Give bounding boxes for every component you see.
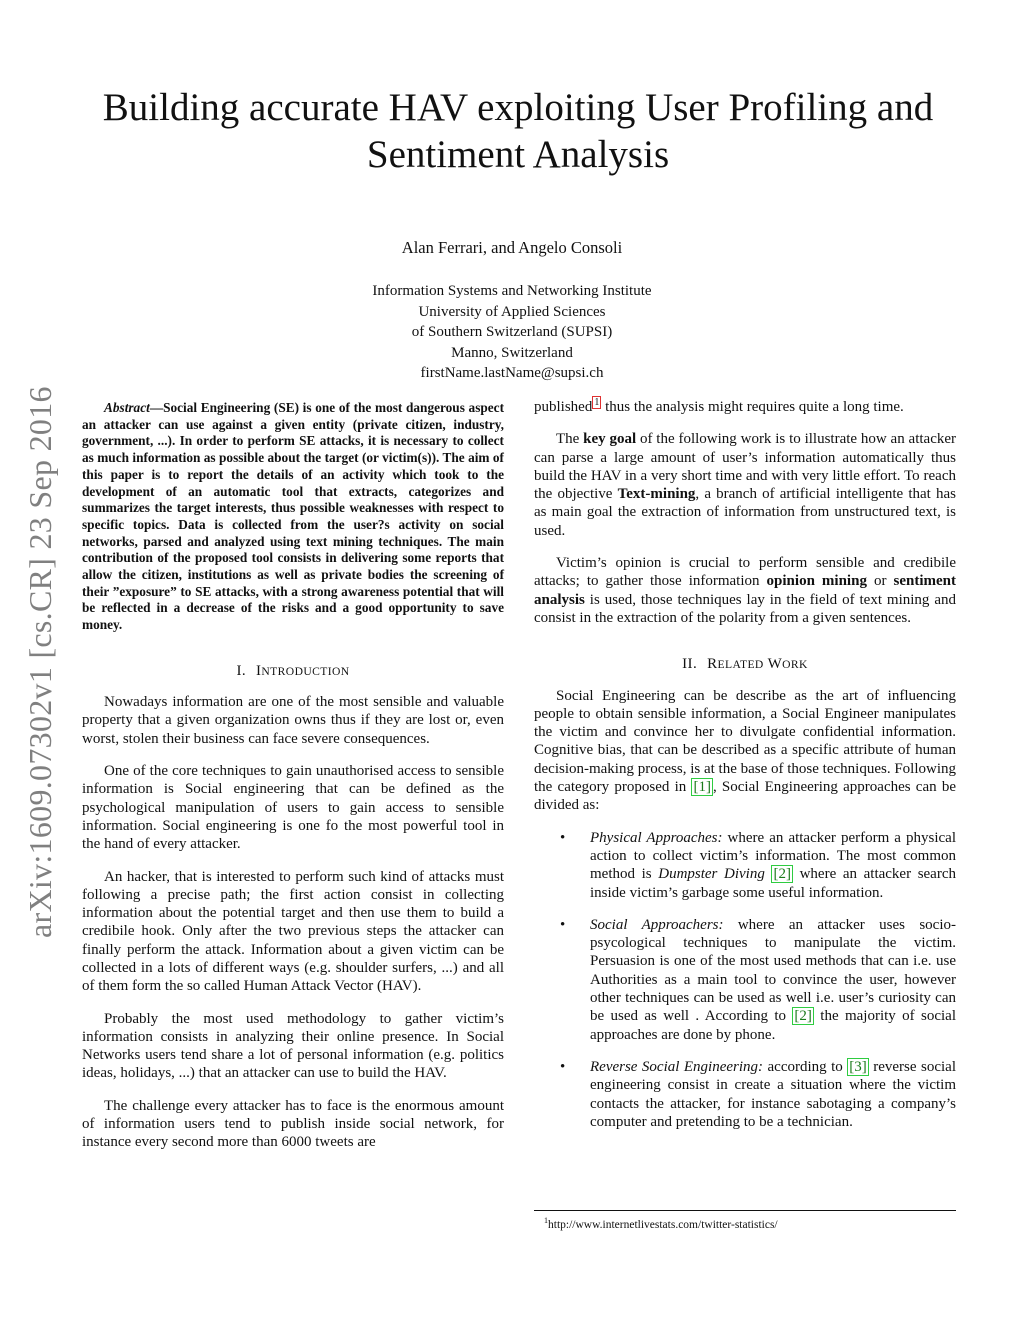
text-run: The <box>556 431 584 448</box>
abstract-text: Social Engineering (SE) is one of the most dangerous aspect an attacker can use against a given entity (private citizen, industry, government, ...). In order to perform SE attacks, it is necessary to collect as much information as possible about the target (or victim(s)). The aim of this paper is to report the details of an activity which took to the development of an automatic tool that extracts, categorizes and summarizes the target interests, thus possible weaknesses with respect to specific topics. Data is collected from the user?s activity on social networks, parsed and analyzed using text mining techniques. The main contribution of the proposed tool consists in delivering some reports that allow the citizen, institutions as well as private bodies the screening of their ”exposure” to SE attacks, with a strong awareness potential that will be reflected in a decrease of the risks and a good opportunity to save money. <box>82 400 504 633</box>
footnote-divider <box>534 1210 956 1211</box>
text-mining-term: Text-mining <box>617 486 696 503</box>
text-run: is used, those techniques lay in the field of text mining and consist in the extraction of the polarity from a given sentences. <box>534 591 956 626</box>
affiliation-block <box>0 281 1024 384</box>
intro-paragraph-4: Probably the most used methodology to gather victim’s information consists in analyzing their online presence. In Social Networks users tend share a lot of personal information (e.g. politics ideas, holidays, ...) that an attacker can use to build the HAV. <box>82 1010 504 1082</box>
abstract <box>82 400 504 634</box>
text-run: according to <box>763 1058 848 1075</box>
intro-continuation <box>534 398 956 416</box>
section-number: II. <box>682 656 698 673</box>
footnote <box>544 1214 956 1232</box>
text-run: where an attacker uses socio-psycological techniques to manipulate the victim. Persuasion is one of the most used methods that can i.e. use Authorities as a main tool to convince the user, however other techniques can be used as well i.e. user’s curiosity can be used as well . According to <box>590 916 956 1025</box>
text-run: of the following work is to illustrate how an attacker can parse a large amount of user’s information automatically thus build the HAV in a very short time and with very little effort. To reach the objective <box>534 431 956 503</box>
list-item <box>560 916 957 1044</box>
affiliation-institute: Information Systems and Networking Institute <box>372 283 652 299</box>
text-run: , a branch of artificial intelligente that has as main goal the extraction of information from unstructured text, is used. <box>534 486 956 539</box>
approach-label: Reverse Social Engineering: <box>590 1058 764 1075</box>
text-run: or <box>866 573 894 590</box>
section-title-rest: ORK <box>782 658 808 672</box>
text-run: Victim’s opinion is crucial to perform sensible and credibile attacks; to gather those information <box>534 555 956 590</box>
bullet-icon: • <box>560 829 566 846</box>
text-run: where an attacker search inside victim’s garbage some useful information. <box>590 866 956 901</box>
opinion-paragraph <box>534 554 956 627</box>
affiliation-region: of Southern Switzerland (SUPSI) <box>411 324 613 341</box>
section-number: I. <box>236 662 246 679</box>
related-work-paragraph <box>534 687 956 815</box>
dumpster-diving-term: Dumpster Diving <box>658 866 765 883</box>
text-run: Social Engineering can be describe as the art of influencing people to obtain sensible information, a Social Engineer manipulates the victim and convince her to divulgate confidential information. Cognitive bias, that can be described as a specific attribute of human decision-making process, is at the base of those techniques. Following the category proposed in <box>534 687 956 796</box>
intro-paragraph-1: Nowadays information are one of the most sensible and valuable property that a given organization owns thus if they are lost or, even worst, stolen their business can face severe consequences. <box>82 694 504 747</box>
intro-paragraph-3: An hacker, that is interested to perform such kind of attacks must following a precise path; the first action consist in collecting information about the potential target and then use them to build a credibile hook. Only after the two previous steps the attacker can finally perform the attack. Information about a given victim can be collected in a lots of different ways (e.g. shoulder surfers, ...) and all of them form the so called Human Attack Vector (HAV). <box>82 868 504 995</box>
citation-link[interactable]: [2] <box>794 1008 812 1025</box>
footnote-url[interactable]: http://www.internetlivestats.com/twitter-statistics/ <box>548 1218 778 1231</box>
continuation-text-a: published <box>534 399 593 415</box>
text-run: where an attacker perform a physical action to collect victim’s information. The most common method is <box>590 829 956 883</box>
approaches-list <box>534 829 956 1131</box>
bullet-icon: • <box>560 916 566 933</box>
abstract-label: Abstract <box>104 400 150 415</box>
footnote-reference[interactable]: 1 <box>594 397 600 408</box>
intro-paragraph-2: One of the core techniques to gain unauthorised access to sensible information is Social engineering that can be defined as the psychological manipulation of users to gain access to sensible information. Social engineering is one fo the most powerful tool in the hand of every attacker. <box>82 763 504 853</box>
text-run: , Social Engineering approaches can be divided as: <box>534 779 956 814</box>
text-run: reverse social engineering consist in create a situation where the victim contacts the attacker, for instance sabotaging a company’s computer and pretending to be a technician. <box>590 1058 956 1130</box>
author-list: Alan Ferrari, and Angelo Consoli <box>401 238 623 257</box>
left-column <box>82 400 504 1166</box>
arxiv-identifier: arXiv:1609.07302v1 [cs.CR] 23 Sep 2016 <box>22 386 58 938</box>
list-item <box>560 1058 956 1131</box>
section-title-rest: ELATED <box>717 658 764 672</box>
footnote-mark: 1 <box>544 1216 548 1225</box>
section-title-initial: R <box>707 656 718 673</box>
section-heading-introduction <box>82 662 504 681</box>
key-goal-paragraph <box>534 430 956 540</box>
approach-label: Physical Approaches: <box>590 829 723 846</box>
affiliation-email: firstName.lastName@supsi.ch <box>420 365 604 382</box>
bullet-icon: • <box>560 1058 566 1075</box>
key-goal-term: key goal <box>583 431 637 448</box>
affiliation-university: University of Applied Sciences <box>418 303 606 320</box>
citation-link[interactable]: [1] <box>693 779 711 796</box>
right-column <box>534 398 956 1145</box>
citation-link[interactable]: [3] <box>849 1058 867 1075</box>
list-item <box>560 829 956 902</box>
sentiment-analysis-term: sentiment analysis <box>534 573 956 608</box>
intro-paragraph-5: The challenge every attacker has to face is the enormous amount of information users tend to publish inside social network, for instance every second more than 6000 tweets are <box>82 1097 504 1151</box>
paper-title: Building accurate HAV exploiting User Profiling and Sentiment Analysis <box>102 86 934 176</box>
affiliation-location: Manno, Switzerland <box>451 344 573 361</box>
section-heading-related-work <box>534 655 956 674</box>
opinion-mining-term: opinion mining <box>766 573 867 590</box>
citation-link[interactable]: [2] <box>773 866 791 883</box>
text-run: the majority of social approaches are done by phone. <box>590 1008 957 1043</box>
section-title-initial: I <box>256 662 262 679</box>
approach-label: Social Approachers: <box>590 916 724 933</box>
section-title-rest: NTRODUCTION <box>261 664 350 678</box>
continuation-text-b: thus the analysis might requires quite a long time. <box>601 399 904 415</box>
abstract-dash: — <box>149 400 164 415</box>
section-title-initial: W <box>767 656 783 673</box>
